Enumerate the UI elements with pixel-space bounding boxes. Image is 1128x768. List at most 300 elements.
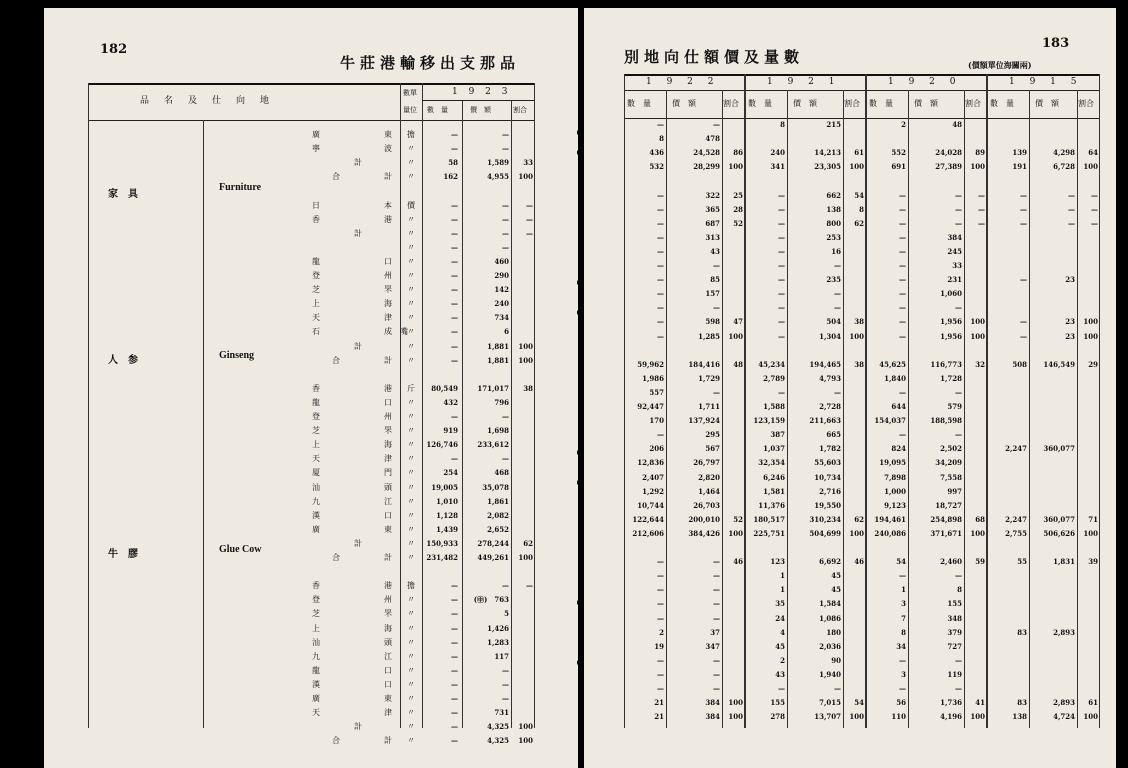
- column-line: [964, 90, 965, 728]
- place-name-2: 口: [384, 510, 392, 520]
- unit-cell: 〃: [407, 482, 415, 492]
- place-name: 計: [354, 158, 362, 168]
- quantity-cell: 4: [780, 627, 785, 637]
- quantity-cell: —: [1020, 317, 1027, 327]
- year-header: 1 9 2 2: [646, 77, 720, 87]
- quantity-cell: —: [657, 669, 664, 679]
- quantity-cell: 155: [770, 698, 785, 708]
- value-cell: 687: [705, 218, 720, 228]
- quantity-cell: 532: [649, 162, 664, 172]
- value-cell: 43: [710, 246, 720, 256]
- value-cell: 1,086: [819, 613, 841, 623]
- value-cell: —: [713, 669, 720, 679]
- ratio-cell: —: [526, 200, 533, 210]
- left-page: [44, 8, 578, 768]
- value-cell: 4,325: [487, 736, 509, 746]
- quantity-cell: —: [778, 331, 785, 341]
- value-cell: —: [713, 585, 720, 595]
- place-name: 九: [312, 496, 320, 506]
- quantity-cell: —: [778, 218, 785, 228]
- quantity-cell: 2,755: [1005, 528, 1027, 538]
- quantity-cell: —: [657, 303, 664, 313]
- quantity-cell: —: [657, 218, 664, 228]
- value-cell: 734: [494, 313, 509, 323]
- quantity-cell: —: [778, 387, 785, 397]
- value-cell: —: [502, 214, 509, 224]
- quantity-cell: —: [657, 557, 664, 567]
- ratio-cell: 54: [854, 190, 864, 200]
- value-cell: 34,209: [935, 458, 962, 468]
- place-name: 芝: [312, 426, 320, 436]
- ratio-cell: 100: [728, 162, 743, 172]
- quantity-cell: —: [451, 412, 458, 421]
- ratio-cell: 38: [854, 359, 864, 369]
- value-cell: 468: [494, 468, 509, 478]
- place-name-2: 港: [384, 383, 392, 393]
- ratio-cell: 100: [970, 162, 985, 172]
- place-name-2: 頭: [384, 637, 392, 647]
- place-name-2: 計: [384, 355, 392, 365]
- ratio-cell: 8: [859, 204, 864, 214]
- quantity-cell: 1: [780, 571, 785, 581]
- quantity-cell: 1,128: [436, 510, 458, 520]
- value-cell: 45: [831, 585, 841, 595]
- place-name: 天: [312, 313, 320, 323]
- quantity-cell: 150,933: [426, 538, 458, 548]
- value-cell: 23: [1065, 275, 1075, 285]
- quantity-cell: —: [899, 317, 906, 327]
- quantity-cell: —: [899, 571, 906, 581]
- unit-cell: 〃: [407, 144, 415, 154]
- value-cell: 235: [826, 275, 841, 285]
- value-cell: —: [713, 120, 720, 129]
- value-cell: —: [713, 571, 720, 581]
- unit-cell: 〃: [407, 355, 415, 365]
- value-cell: 4,196: [940, 712, 962, 722]
- place-name-2: 計: [384, 172, 392, 182]
- quantity-cell: 2,247: [1005, 444, 1027, 454]
- value-cell: 245: [947, 246, 962, 256]
- value-cell: 119: [947, 669, 962, 679]
- value-cell: 18,727: [935, 500, 962, 510]
- unit-stamp: (價額單位海關兩): [968, 60, 1032, 70]
- quantity-cell: 123,159: [753, 416, 785, 426]
- quantity-cell: 2: [780, 655, 785, 665]
- quantity-cell: —: [899, 655, 906, 665]
- ratio-cell: 100: [728, 712, 743, 722]
- quantity-cell: —: [778, 204, 785, 214]
- unit-cell: 〃: [407, 172, 415, 182]
- quantity-cell: —: [899, 232, 906, 242]
- value-cell: 1,861: [487, 496, 509, 506]
- value-cell: 24,528: [693, 148, 720, 158]
- ratio-cell: —: [526, 228, 533, 238]
- value-cell: 360,077: [1043, 444, 1075, 454]
- ratio-header: 割合: [1078, 99, 1094, 108]
- value-header: 價 額: [914, 99, 938, 108]
- value-cell: —: [955, 430, 962, 440]
- quantity-cell: —: [778, 684, 785, 693]
- place-name: 登: [312, 595, 320, 605]
- quantity-cell: 45,625: [879, 359, 906, 369]
- column-line: [666, 90, 667, 728]
- ratio-cell: 86: [733, 148, 743, 158]
- value-cell: —: [834, 387, 841, 397]
- quantity-cell: —: [778, 317, 785, 327]
- ratio-cell: 29: [1088, 359, 1098, 369]
- quantity-cell: —: [451, 722, 458, 732]
- unit-cell: 〃: [407, 722, 415, 732]
- place-name: 日: [312, 200, 320, 210]
- value-cell: 8: [957, 585, 962, 595]
- value-cell: 1,940: [819, 669, 841, 679]
- value-cell: 1,304: [819, 331, 841, 341]
- unit-cell: 斤: [407, 383, 415, 393]
- quantity-cell: 59,962: [637, 359, 664, 369]
- unit-cell: 〃: [407, 708, 415, 718]
- value-cell: —: [502, 228, 509, 238]
- value-cell: 1,698: [487, 426, 509, 436]
- ratio-cell: 100: [970, 528, 985, 538]
- ratio-cell: 100: [1083, 162, 1098, 172]
- value-cell: 6: [504, 327, 509, 337]
- value-cell: 16: [831, 246, 841, 256]
- quantity-cell: —: [451, 581, 458, 591]
- quantity-cell: 45: [775, 641, 785, 651]
- quantity-cell: —: [451, 327, 458, 337]
- quantity-cell: —: [1020, 190, 1027, 200]
- quantity-cell: 21: [654, 698, 664, 708]
- value-cell: 7,015: [819, 698, 841, 708]
- unit-header-bottom: 量位: [403, 106, 417, 114]
- place-name: 厦: [312, 468, 320, 478]
- ratio-cell: 48: [733, 359, 743, 369]
- column-line: [908, 90, 909, 728]
- quantity-cell: —: [1020, 275, 1027, 285]
- quantity-cell: —: [451, 130, 458, 139]
- place-name-2: 計: [384, 736, 392, 746]
- quantity-cell: —: [899, 246, 906, 256]
- value-cell: 1,285: [698, 331, 720, 341]
- value-cell: —: [834, 684, 841, 693]
- year-header: 1 9 1 5: [1009, 77, 1083, 87]
- value-cell: 33: [952, 261, 962, 270]
- value-cell: 137,924: [688, 416, 720, 426]
- value-cell: 14,213: [814, 148, 841, 158]
- place-name-2: 港: [384, 214, 392, 224]
- value-cell: 233,612: [477, 440, 509, 450]
- value-cell: 727: [947, 641, 962, 651]
- quantity-cell: 10,744: [637, 500, 664, 510]
- quantity-cell: 24: [775, 613, 785, 623]
- place-name: 上: [312, 440, 320, 450]
- value-cell: 116,773: [930, 359, 962, 369]
- value-cell: 347: [705, 641, 720, 651]
- place-name-2: 頭: [384, 482, 392, 492]
- value-cell: 579: [947, 402, 962, 411]
- quantity-cell: 1: [780, 585, 785, 595]
- unit-header-top: 數單: [403, 89, 417, 97]
- place-name: 石: [312, 327, 320, 337]
- quantity-cell: 2,407: [642, 472, 664, 482]
- ratio-cell: 71: [1088, 514, 1098, 524]
- value-cell: 253: [826, 232, 841, 242]
- quantity-cell: 54: [896, 557, 906, 567]
- unit-cell: 〃: [407, 538, 415, 548]
- section-en: Glue Cow: [219, 544, 262, 555]
- value-cell: —: [955, 303, 962, 313]
- quantity-cell: —: [657, 430, 664, 440]
- value-cell: 2,716: [819, 486, 841, 496]
- place-name: 龍: [312, 397, 320, 407]
- page-title: 牛莊港輸移出支那品: [340, 54, 521, 72]
- place-name-2: 口: [384, 679, 392, 689]
- value-cell: —: [1068, 190, 1075, 200]
- quantity-cell: 21: [654, 712, 664, 722]
- quantity-cell: —: [451, 214, 458, 224]
- value-cell: —: [502, 665, 509, 675]
- value-cell: 138: [826, 204, 841, 214]
- value-header: 價 額: [470, 106, 491, 114]
- place-name: 廣: [312, 524, 320, 534]
- unit-cell: 〃: [407, 299, 415, 309]
- place-name-2: 江: [384, 496, 392, 506]
- value-cell: 384: [705, 712, 720, 722]
- value-cell: 313: [705, 232, 720, 242]
- section-jp: 人 参: [108, 355, 138, 366]
- value-cell: 322: [705, 190, 720, 200]
- page-number: 182: [100, 42, 128, 57]
- quantity-cell: 126,746: [426, 440, 458, 450]
- place-name-2: 口: [384, 665, 392, 675]
- column-line: [1077, 90, 1078, 728]
- ratio-cell: 62: [854, 514, 864, 524]
- unit-cell: 〃: [407, 242, 415, 252]
- place-name: 計: [354, 538, 362, 548]
- quantity-cell: 80,549: [431, 383, 458, 393]
- unit-cell: 〃: [407, 313, 415, 323]
- quantity-cell: —: [657, 571, 664, 581]
- value-cell: —: [502, 581, 509, 591]
- ratio-cell: 100: [849, 712, 864, 722]
- quantity-cell: —: [451, 355, 458, 365]
- place-name-2: 海: [384, 440, 392, 450]
- ratio-cell: —: [1091, 190, 1098, 200]
- ratio-cell: 39: [1088, 557, 1098, 567]
- value-cell: 45: [831, 571, 841, 581]
- quantity-cell: 1,986: [642, 373, 664, 383]
- quantity-cell: 139: [1012, 148, 1027, 158]
- right-page: [584, 8, 1116, 768]
- ratio-cell: —: [526, 581, 533, 591]
- value-cell: 384: [705, 698, 720, 708]
- place-name: 合: [332, 355, 340, 365]
- quantity-cell: 432: [443, 397, 458, 407]
- value-cell: 371,671: [930, 528, 962, 538]
- value-cell: —: [713, 303, 720, 313]
- value-cell: —: [955, 655, 962, 665]
- quantity-cell: —: [451, 694, 458, 703]
- quantity-cell: 170: [649, 416, 664, 426]
- value-cell: 4,724: [1053, 712, 1075, 722]
- quantity-cell: 19,095: [879, 458, 906, 468]
- quantity-cell: 1,588: [763, 402, 785, 411]
- qty-header: 數 量: [427, 106, 448, 114]
- quantity-cell: —: [899, 289, 906, 299]
- column-line: [624, 74, 625, 728]
- value-cell: 384,426: [688, 528, 720, 538]
- value-cell: 290: [494, 271, 509, 280]
- place-name: 香: [312, 383, 320, 393]
- quantity-cell: —: [657, 655, 664, 665]
- value-cell: 27,389: [935, 162, 962, 172]
- ratio-cell: 54: [854, 698, 864, 708]
- quantity-cell: —: [899, 684, 906, 693]
- value-cell: —: [955, 204, 962, 214]
- ratio-cell: 100: [970, 712, 985, 722]
- quantity-cell: —: [778, 303, 785, 313]
- quantity-cell: —: [657, 331, 664, 341]
- value-cell: 1,464: [698, 486, 720, 496]
- value-cell: 184,416: [688, 359, 720, 369]
- quantity-cell: —: [451, 271, 458, 280]
- quantity-cell: —: [657, 275, 664, 285]
- unit-cell: 〃: [407, 214, 415, 224]
- value-cell: 55,603: [814, 458, 841, 468]
- quantity-cell: —: [451, 708, 458, 718]
- quantity-cell: —: [451, 256, 458, 266]
- ratio-cell: —: [978, 204, 985, 214]
- value-cell: 662: [826, 190, 841, 200]
- place-name: 登: [312, 271, 320, 280]
- value-cell: 1,831: [1053, 557, 1075, 567]
- place-name-2: 計: [384, 553, 392, 562]
- quantity-cell: —: [899, 190, 906, 200]
- unit-cell: 〃: [407, 468, 415, 478]
- quantity-cell: 58: [448, 158, 458, 168]
- section-jp: 牛 膠: [108, 549, 138, 560]
- value-cell: 1,956: [940, 331, 962, 341]
- quantity-cell: —: [899, 261, 906, 270]
- unit-cell: 〃: [407, 595, 415, 605]
- place-name: 香: [312, 581, 320, 591]
- ratio-cell: 100: [518, 553, 533, 562]
- place-name-2: 州: [384, 412, 392, 421]
- ratio-cell: 100: [518, 341, 533, 351]
- quantity-cell: 8: [780, 120, 785, 129]
- place-name: 芝: [312, 609, 320, 619]
- place-name-2: 罘: [384, 426, 392, 436]
- value-cell: 478: [705, 134, 720, 144]
- value-cell: 449,261: [477, 553, 509, 562]
- quantity-cell: 92,447: [637, 402, 664, 411]
- quantity-cell: 1,037: [763, 444, 785, 454]
- ratio-cell: 100: [728, 698, 743, 708]
- quantity-cell: 341: [770, 162, 785, 172]
- quantity-cell: 436: [649, 148, 664, 158]
- quantity-cell: —: [451, 637, 458, 647]
- ratio-cell: 100: [728, 331, 743, 341]
- quantity-cell: 1,840: [884, 373, 906, 383]
- ratio-cell: 46: [733, 557, 743, 567]
- value-cell: 5: [504, 609, 509, 619]
- value-cell: —: [502, 454, 509, 464]
- quantity-cell: 240,086: [874, 528, 906, 538]
- place-name-2: 口: [384, 256, 392, 266]
- quantity-cell: —: [451, 665, 458, 675]
- quantity-cell: —: [451, 313, 458, 323]
- value-cell: 506,626: [1043, 528, 1075, 538]
- value-cell: 6,728: [1053, 162, 1075, 172]
- value-cell: 731: [494, 708, 509, 718]
- value-header: 價 額: [672, 99, 696, 108]
- quantity-cell: —: [778, 190, 785, 200]
- quantity-cell: 206: [649, 444, 664, 454]
- quantity-cell: —: [657, 204, 664, 214]
- quantity-cell: 56: [896, 698, 906, 708]
- value-cell: —: [502, 679, 509, 689]
- column-line: [843, 90, 844, 728]
- value-cell: 460: [494, 256, 509, 266]
- quantity-cell: 1,010: [436, 496, 458, 506]
- value-cell: —: [955, 218, 962, 228]
- quantity-cell: 644: [891, 402, 906, 411]
- place-name: 龍: [312, 665, 320, 675]
- unit-cell: 〃: [407, 651, 415, 661]
- ratio-cell: —: [1091, 218, 1098, 228]
- place-column-header: 品 名 及 仕 向 地: [140, 96, 273, 106]
- value-cell: 10,734: [814, 472, 841, 482]
- value-cell: 2,460: [940, 557, 962, 567]
- page-number: 183: [1042, 36, 1070, 51]
- value-cell: 23: [1065, 317, 1075, 327]
- value-cell: 504,699: [809, 528, 841, 538]
- quantity-cell: —: [899, 275, 906, 285]
- value-cell: 665: [826, 430, 841, 440]
- value-cell: 28,299: [693, 162, 720, 172]
- value-cell: (㊥) 763: [473, 595, 509, 605]
- quantity-cell: —: [778, 246, 785, 256]
- value-cell: 1,782: [819, 444, 841, 454]
- ratio-cell: 38: [523, 383, 533, 393]
- quantity-cell: —: [451, 595, 458, 605]
- value-cell: —: [1068, 204, 1075, 214]
- value-cell: 2,893: [1053, 627, 1075, 637]
- place-name: 天: [312, 708, 320, 718]
- value-cell: 254,898: [930, 514, 962, 524]
- quantity-cell: —: [451, 623, 458, 633]
- quantity-cell: —: [778, 261, 785, 270]
- quantity-cell: —: [657, 585, 664, 595]
- ratio-cell: 41: [975, 698, 985, 708]
- column-line: [1099, 74, 1100, 728]
- quantity-cell: 110: [891, 712, 906, 722]
- quantity-cell: 557: [649, 387, 664, 397]
- value-cell: 85: [710, 275, 720, 285]
- quantity-cell: —: [657, 190, 664, 200]
- quantity-cell: 123: [770, 557, 785, 567]
- section-en: Furniture: [219, 182, 262, 193]
- place-name-2: 東: [384, 694, 392, 703]
- quantity-cell: 3: [901, 669, 906, 679]
- ratio-cell: 100: [1083, 331, 1098, 341]
- ratio-cell: —: [978, 218, 985, 228]
- value-cell: 155: [947, 599, 962, 609]
- unit-cell: 〃: [407, 510, 415, 520]
- quantity-cell: —: [451, 609, 458, 619]
- place-name-2: 門: [384, 468, 392, 478]
- unit-cell: 擔: [407, 130, 415, 139]
